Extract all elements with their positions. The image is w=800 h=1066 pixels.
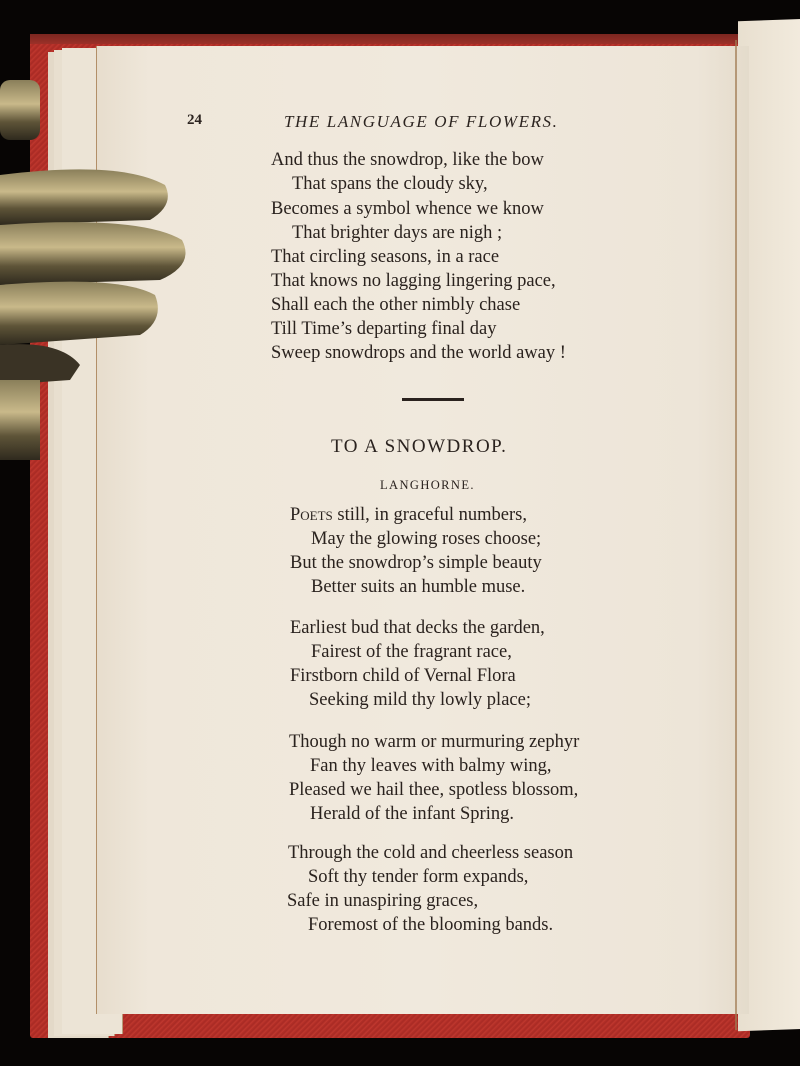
- verse-line: Sweep snowdrops and the world away !: [271, 343, 566, 363]
- verse-line: Though no warm or murmuring zephyr: [289, 732, 580, 752]
- verse-line: Foremost of the blooming bands.: [308, 915, 554, 935]
- brass-page-holder-icon: [0, 80, 190, 460]
- cover-top-edge: [30, 34, 750, 44]
- verse-line: Better suits an humble muse.: [311, 577, 526, 597]
- verse-line: Safe in unaspiring graces,: [287, 891, 479, 911]
- verse-line: Shall each the other nimbly chase: [271, 295, 521, 315]
- poem-author: LANGHORNE.: [380, 478, 475, 492]
- verse-line: But the snowdrop’s simple beauty: [290, 553, 542, 573]
- verse-line: Firstborn child of Vernal Flora: [290, 666, 516, 686]
- verse-line: Becomes a symbol whence we know: [271, 199, 544, 219]
- verse-line: That brighter days are nigh ;: [292, 223, 503, 243]
- page-number: 24: [187, 112, 202, 128]
- poem-title: TO A SNOWDROP.: [331, 436, 508, 457]
- verse-line: That circling seasons, in a race: [271, 247, 500, 267]
- verse-line: Till Time’s departing final day: [271, 319, 497, 339]
- gutter-fold: [735, 40, 737, 1030]
- verse-line: That knows no lagging lingering pace,: [271, 271, 556, 291]
- drop-word: Poets: [290, 505, 333, 525]
- verse-line: Soft thy tender form expands,: [308, 867, 529, 887]
- running-head: [0, 112, 800, 134]
- verse-line: Herald of the infant Spring.: [310, 804, 514, 824]
- verse-line: And thus the snowdrop, like the bow: [271, 150, 544, 170]
- section-divider: [402, 398, 464, 401]
- verse-line: Poets still, in graceful numbers,: [290, 505, 528, 525]
- running-title: THE LANGUAGE OF FLOWERS.: [284, 112, 559, 131]
- verse-line: Pleased we hail thee, spotless blossom,: [289, 780, 579, 800]
- verse-line: Fairest of the fragrant race,: [311, 642, 512, 662]
- verse-line: May the glowing roses choose;: [311, 529, 542, 549]
- verse-line: Through the cold and cheerless season: [288, 843, 574, 863]
- verse-line: That spans the cloudy sky,: [292, 174, 488, 194]
- verse-line: Fan thy leaves with balmy wing,: [310, 756, 552, 776]
- verse-line: Earliest bud that decks the garden,: [290, 618, 545, 638]
- verse-line: Seeking mild thy lowly place;: [309, 690, 531, 710]
